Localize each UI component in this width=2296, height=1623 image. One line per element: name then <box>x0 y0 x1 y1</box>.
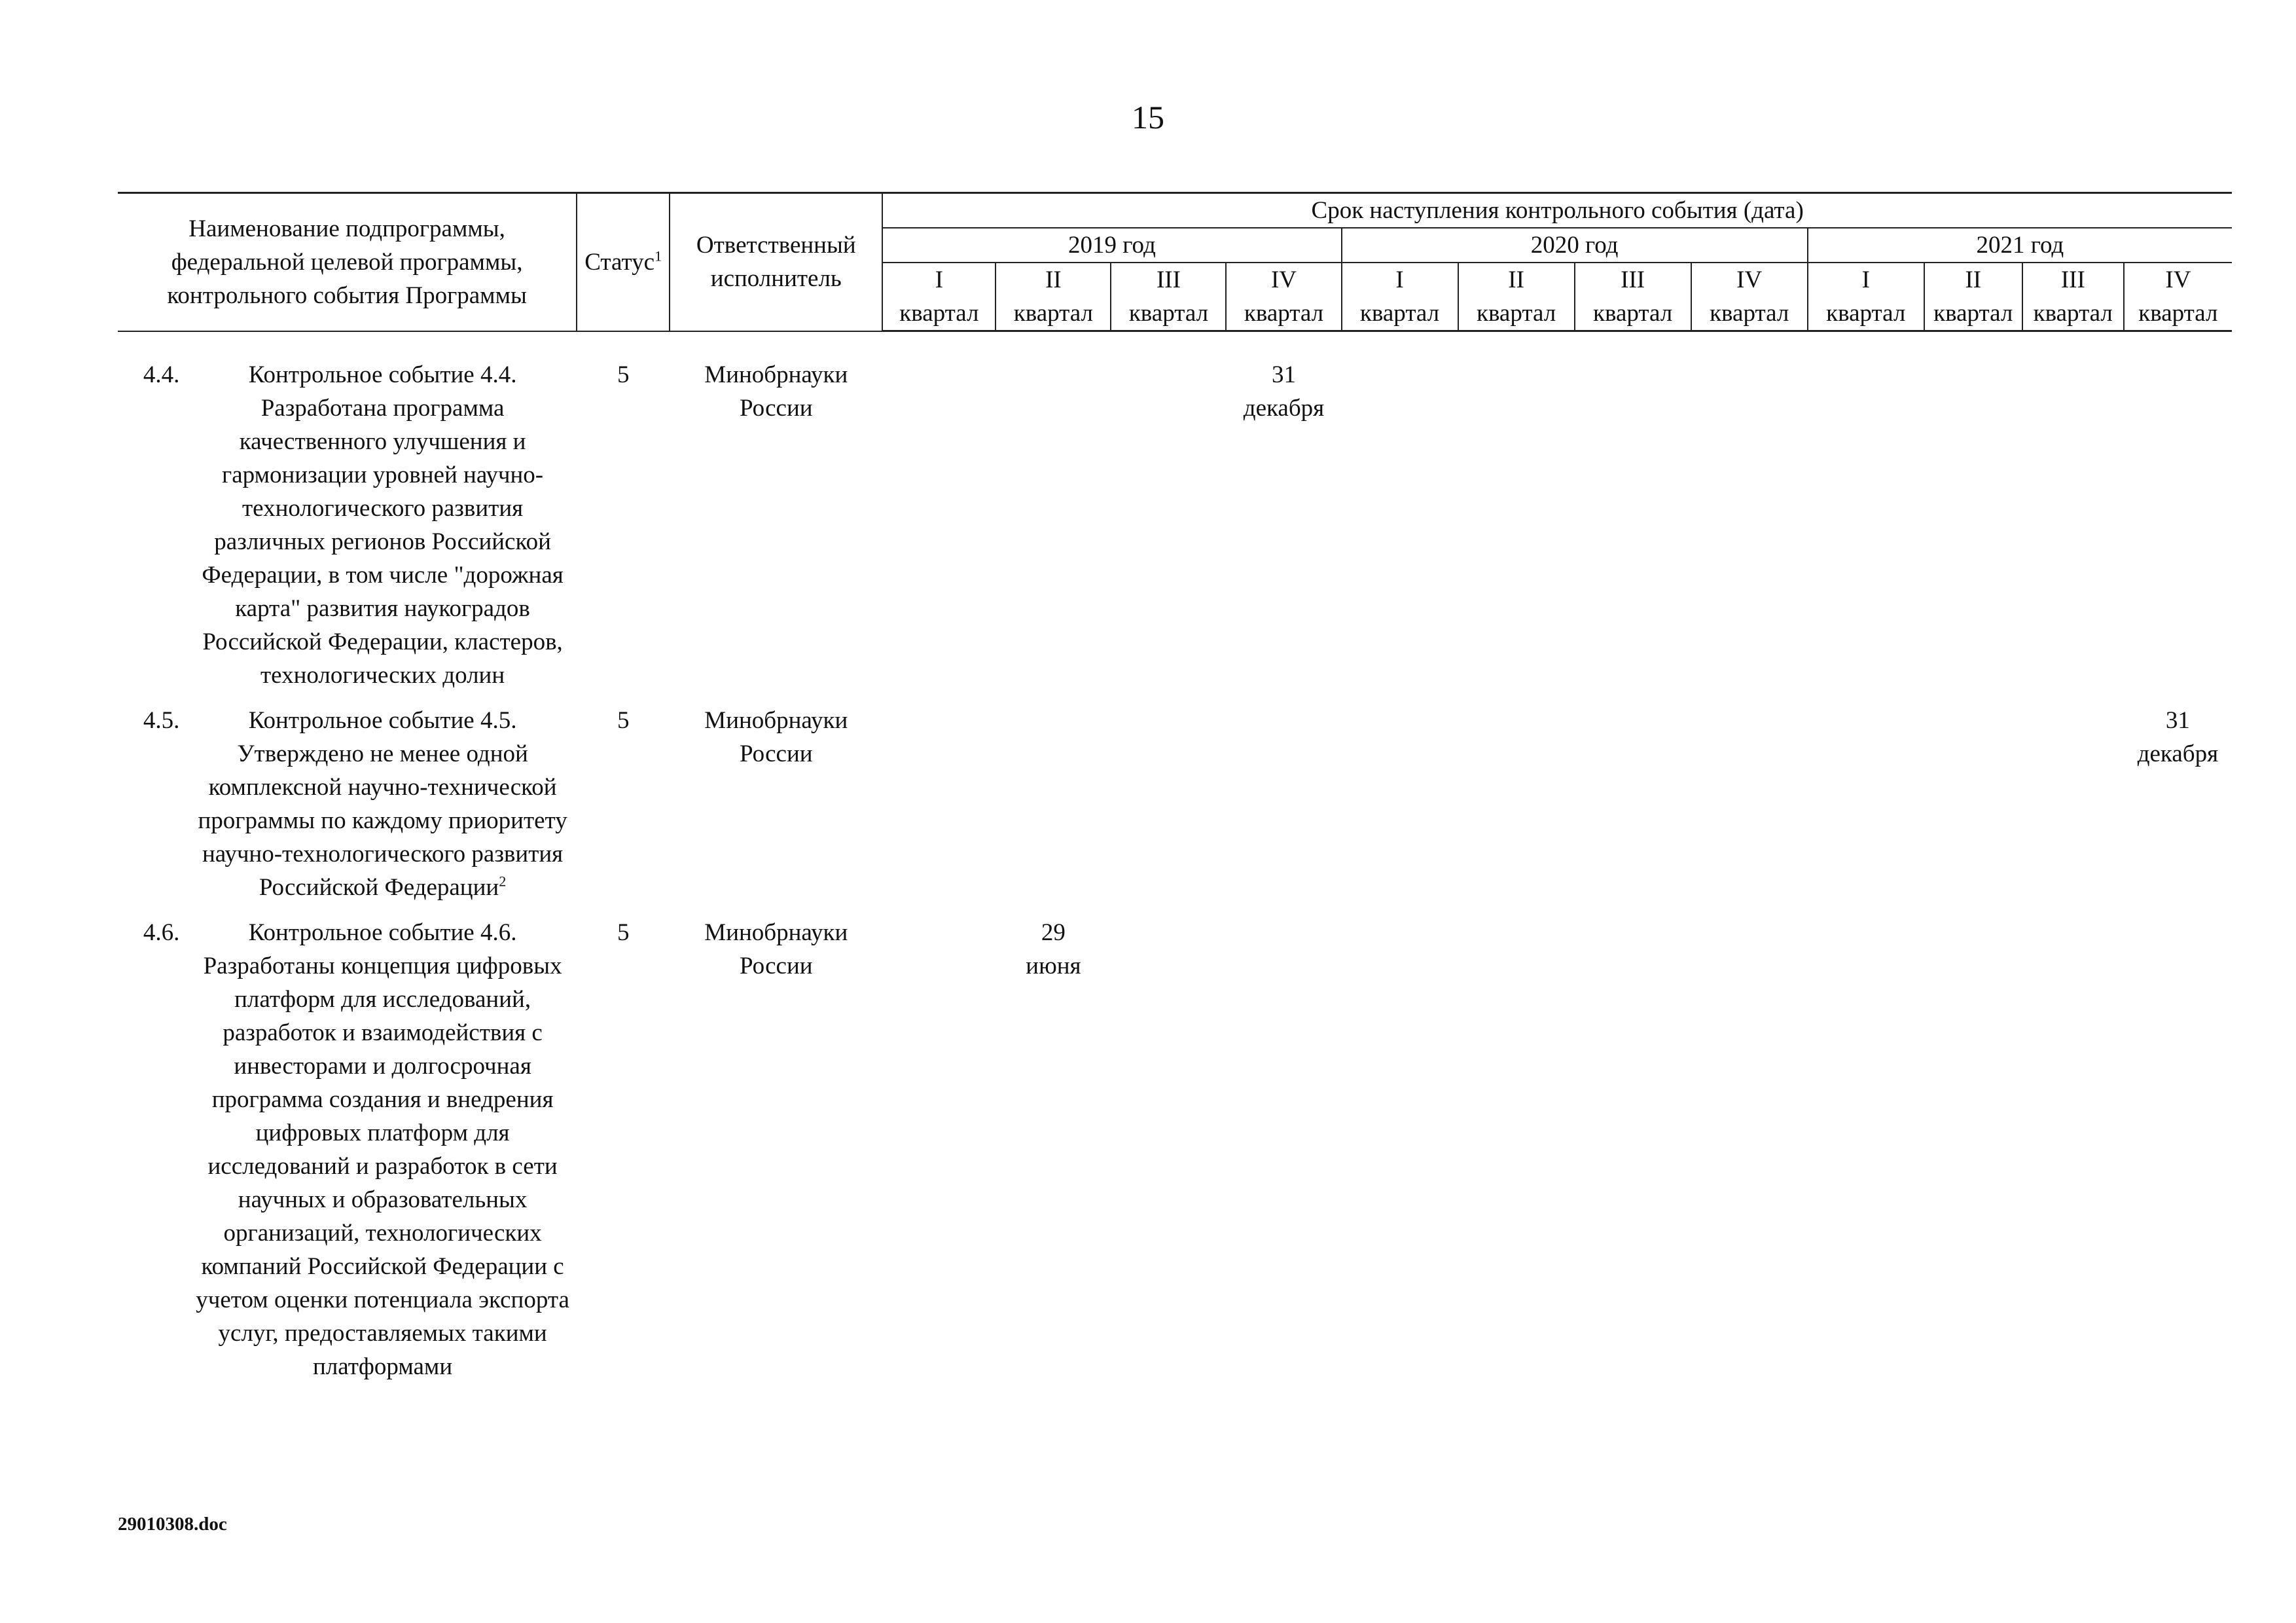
event-footnote-mark: 2 <box>499 873 507 890</box>
event-date: 31 декабря <box>2137 707 2219 767</box>
event-name: Контрольное событие 4.5. Утверждено не менее одной комплексной научно-технической программы по каждому приоритету научно-технологического развития Российской Федерации <box>198 707 567 901</box>
header-quarter: II квартал <box>1924 263 2022 331</box>
header-deadline-group: Срок наступления контрольного события (дата) <box>882 193 2232 228</box>
event-executor: Минобрнауки России <box>704 361 848 422</box>
event-name-cell <box>118 358 577 704</box>
header-name-column: Наименование подпрограммы, федеральной целевой программы, контрольного события Программы <box>118 193 577 331</box>
header-year-2020: 2020 год <box>1342 228 1808 263</box>
event-name: Контрольное событие 4.6. Разработаны концепция цифровых платформ для исследований, разработок и взаимодействия с инвесторами и долгосрочная программа создания и внедрения цифровых платформ для исследований и разработок в сети научных и образовательных организаций, технологических компаний Российской Федерации с учетом оценки потенциала экспорта услуг, предоставляемых такими платформами <box>196 919 569 1380</box>
table-row <box>118 358 2232 704</box>
header-quarter: III квартал <box>2022 263 2124 331</box>
header-quarter: IV квартал <box>1691 263 1808 331</box>
event-number: 4.6. <box>143 919 180 946</box>
table-row <box>118 916 2232 1395</box>
header-quarter: IV квартал <box>2124 263 2232 331</box>
event-executor: Минобрнауки России <box>704 707 848 767</box>
header-year-2021: 2021 год <box>1808 228 2232 263</box>
event-number: 4.5. <box>143 707 180 734</box>
event-status: 5 <box>617 361 630 388</box>
table-row <box>118 704 2232 916</box>
status-footnote-mark: 1 <box>655 247 662 264</box>
event-name-cell <box>118 916 577 1395</box>
header-quarter: II квартал <box>1458 263 1575 331</box>
control-events-table <box>118 192 2232 1395</box>
event-name-cell <box>118 704 577 916</box>
header-year-2019: 2019 год <box>882 228 1341 263</box>
event-status: 5 <box>617 919 630 946</box>
event-status: 5 <box>617 707 630 734</box>
page-number: 15 <box>1132 99 1164 136</box>
header-quarter: II квартал <box>996 263 1111 331</box>
header-quarter: III квартал <box>1575 263 1691 331</box>
event-date: 31 декабря <box>1243 361 1325 422</box>
event-name-wrap <box>190 704 576 904</box>
header-quarter: I квартал <box>882 263 996 331</box>
header-quarter: III квартал <box>1111 263 1226 331</box>
header-status-label: Статус <box>584 248 655 276</box>
header-status-column <box>577 193 670 331</box>
document-filename: 29010308.doc <box>118 1514 227 1535</box>
header-quarter: I квартал <box>1808 263 1924 331</box>
event-date: 29 июня <box>1026 919 1081 979</box>
event-executor: Минобрнауки России <box>704 919 848 979</box>
event-number: 4.4. <box>143 361 180 388</box>
header-quarter: IV квартал <box>1226 263 1341 331</box>
header-quarter: I квартал <box>1342 263 1458 331</box>
event-name: Контрольное событие 4.4. Разработана программа качественного улучшения и гармонизации уровней научно-технологического развития различных регионов Российской Федерации, в том числе "дорожная карта" развития наукоградов Российской Федерации, кластеров, технологических долин <box>202 361 564 689</box>
header-executor-column: Ответственный исполнитель <box>670 193 882 331</box>
